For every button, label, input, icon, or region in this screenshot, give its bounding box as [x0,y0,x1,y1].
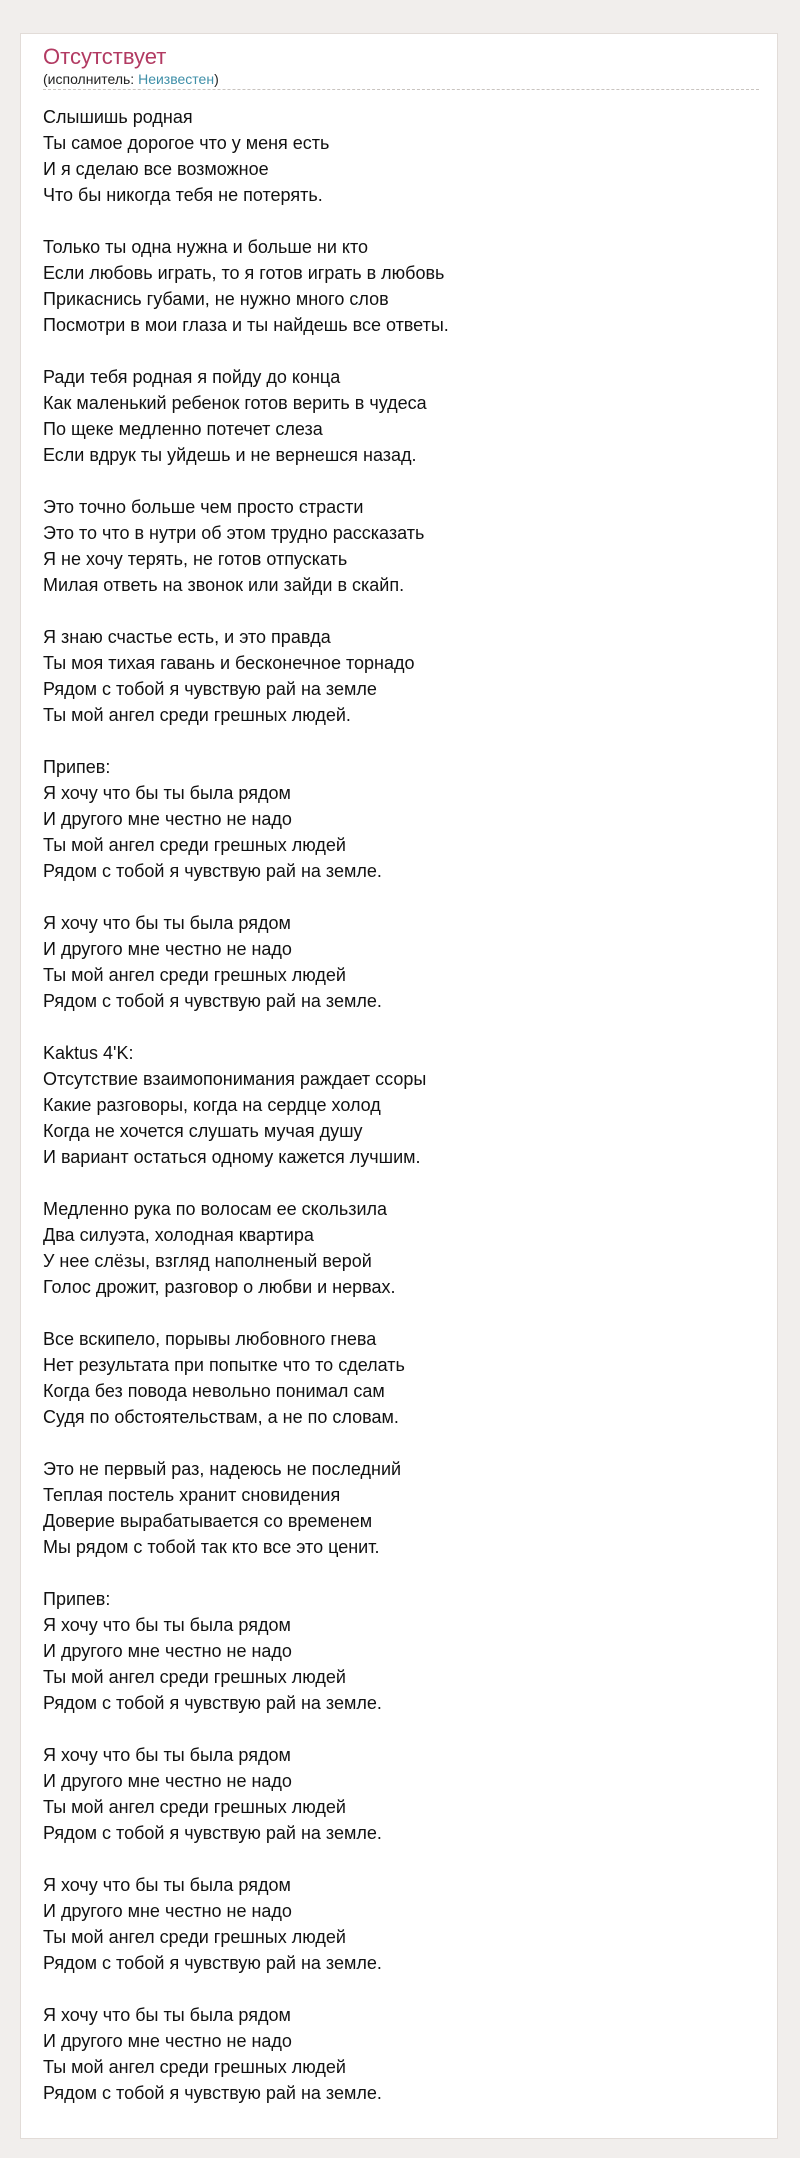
lyric-line: И другого мне честно не надо [43,1641,292,1661]
lyric-line: Медленно рука по волосам ее скользила [43,1199,388,1219]
lyric-line: Отсутствие взаимопонимания раждает ссоры [43,1069,427,1089]
lyric-line: Ты мой ангел среди грешных людей [43,1927,346,1947]
lyrics-stanza [43,1456,759,1560]
lyric-line: Kaktus 4'K: [43,1043,134,1063]
lyric-line: Ты мой ангел среди грешных людей. [43,705,351,725]
lyrics-stanza [43,1586,759,1716]
lyric-line: Это точно больше чем просто страсти [43,497,364,517]
lyric-line: Это то что в нутри об этом трудно рассказать [43,523,425,543]
lyric-line: Только ты одна нужна и больше ни кто [43,237,369,257]
lyric-line: Доверие вырабатывается со временем [43,1511,373,1531]
lyric-line: Ты моя тихая гавань и бесконечное торнадо [43,653,415,673]
lyric-line: Рядом с тобой я чувствую рай на земле [43,679,377,699]
artist-link[interactable]: Неизвестен [138,71,215,87]
lyrics-stanza [43,104,759,208]
lyric-line: Рядом с тобой я чувствую рай на земле. [43,991,382,1011]
lyric-line: Я хочу что бы ты была рядом [43,2005,291,2025]
lyrics-stanza [43,1742,759,1846]
lyrics-stanza [43,1040,759,1170]
lyric-line: Теплая постель хранит сновидения [43,1485,341,1505]
lyric-line: Рядом с тобой я чувствую рай на земле. [43,861,382,881]
lyric-line: Ты мой ангел среди грешных людей [43,835,346,855]
lyric-line: Ты мой ангел среди грешных людей [43,2057,346,2077]
lyric-line: Я хочу что бы ты была рядом [43,1875,291,1895]
lyric-line: Рядом с тобой я чувствую рай на земле. [43,1953,382,1973]
lyric-line: Голос дрожит, разговор о любви и нервах. [43,1277,396,1297]
lyric-line: Я знаю счастье есть, и это правда [43,627,331,647]
lyric-line: И другого мне честно не надо [43,809,292,829]
lyric-line: Ради тебя родная я пойду до конца [43,367,341,387]
artist-prefix: (исполнитель: [43,71,139,87]
lyric-line: Если любовь играть, то я готов играть в любовь [43,263,445,283]
lyric-line: Какие разговоры, когда на сердце холод [43,1095,381,1115]
lyric-line: И другого мне честно не надо [43,939,292,959]
lyric-line: И я сделаю все возможное [43,159,269,179]
lyric-line: Если вдрук ты уйдешь и не вернешся назад. [43,445,417,465]
lyric-line: Припев: [43,1589,111,1609]
lyric-line: Когда без повода невольно понимал сам [43,1381,385,1401]
lyric-line: Я хочу что бы ты была рядом [43,913,291,933]
lyric-line: Я хочу что бы ты была рядом [43,1615,291,1635]
lyric-line: По щеке медленно потечет слеза [43,419,323,439]
lyrics-card [20,33,778,2139]
song-title: Отсутствует [43,44,167,69]
song-header [43,44,759,90]
lyric-line: Судя по обстоятельствам, а не по словам. [43,1407,399,1427]
lyric-line: Посмотри в мои глаза и ты найдешь все ответы. [43,315,449,335]
lyric-line: И вариант остаться одному кажется лучшим. [43,1147,421,1167]
lyric-line: Рядом с тобой я чувствую рай на земле. [43,2083,382,2103]
lyric-line: Слышишь родная [43,107,193,127]
lyric-line: Все вскипело, порывы любовного гнева [43,1329,377,1349]
lyric-line: Припев: [43,757,111,777]
lyric-line: Ты мой ангел среди грешных людей [43,965,346,985]
lyrics-stanza [43,1872,759,1976]
lyric-line: Ты самое дорогое что у меня есть [43,133,330,153]
lyrics-stanza [43,364,759,468]
lyric-line: Это не первый раз, надеюсь не последний [43,1459,402,1479]
lyric-line: Я не хочу терять, не готов отпускать [43,549,348,569]
lyrics-stanza [43,2002,759,2106]
lyrics-stanza [43,1326,759,1430]
lyrics-stanza [43,624,759,728]
lyric-line: Милая ответь на звонок или зайди в скайп. [43,575,405,595]
lyric-line: Что бы никогда тебя не потерять. [43,185,323,205]
lyric-line: Мы рядом с тобой так кто все это ценит. [43,1537,380,1557]
lyric-line: Рядом с тобой я чувствую рай на земле. [43,1693,382,1713]
lyrics-stanza [43,910,759,1014]
artist-suffix: ) [214,71,219,87]
lyric-line: Нет результата при попытке что то сделать [43,1355,405,1375]
lyric-line: Я хочу что бы ты была рядом [43,783,291,803]
lyric-line: Два силуэта, холодная квартира [43,1225,314,1245]
lyrics-stanza [43,754,759,884]
lyric-line: Ты мой ангел среди грешных людей [43,1667,346,1687]
lyric-line: Прикаснись губами, не нужно много слов [43,289,389,309]
lyric-line: Рядом с тобой я чувствую рай на земле. [43,1823,382,1843]
lyric-line: Я хочу что бы ты была рядом [43,1745,291,1765]
artist-line [43,70,759,88]
lyric-line: Когда не хочется слушать мучая душу [43,1121,363,1141]
lyrics-stanza [43,234,759,338]
lyric-line: И другого мне честно не надо [43,2031,292,2051]
lyric-line: Ты мой ангел среди грешных людей [43,1797,346,1817]
lyric-line: И другого мне честно не надо [43,1901,292,1921]
lyrics-body [43,104,759,2132]
lyrics-stanza [43,494,759,598]
lyric-line: У нее слёзы, взгляд наполненый верой [43,1251,372,1271]
lyric-line: И другого мне честно не надо [43,1771,292,1791]
lyric-line: Как маленький ребенок готов верить в чудеса [43,393,427,413]
lyrics-stanza [43,1196,759,1300]
